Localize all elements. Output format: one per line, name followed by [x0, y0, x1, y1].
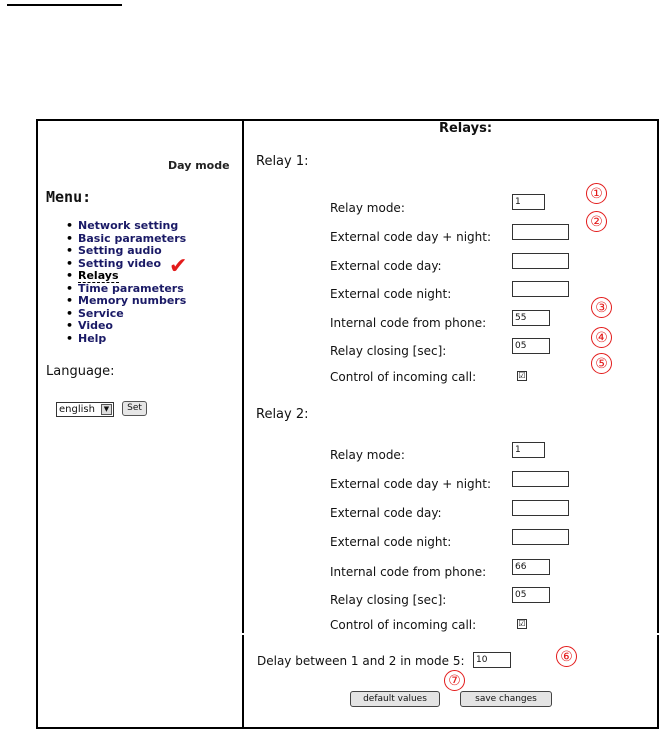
set-language-button[interactable]: Set: [122, 401, 147, 416]
delay-label: Delay between 1 and 2 in mode 5:: [257, 654, 465, 668]
relay1-closing-input[interactable]: 05: [512, 338, 550, 354]
language-value: english: [59, 404, 95, 415]
callout-6-icon: ⑥: [556, 646, 577, 667]
relay2-ext-night-label: External code night:: [330, 535, 452, 549]
menu-item-label: Video: [78, 319, 113, 332]
day-mode-indicator: Day mode: [168, 159, 230, 172]
top-rule: [7, 4, 122, 6]
relay1-mode-input[interactable]: 1: [512, 194, 545, 210]
menu-item-label: Setting video: [78, 256, 162, 270]
menu-item-label: Basic parameters: [78, 231, 187, 245]
menu-item-label: Setting audio: [78, 244, 162, 257]
page-title: Relays:: [438, 121, 493, 136]
menu-item-label: Time parameters: [78, 281, 184, 295]
relay1-ext-night-label: External code night:: [330, 287, 452, 301]
menu-item-label: Relays: [78, 269, 119, 282]
menu-item-label: Service: [78, 306, 124, 320]
relay1-closing-label: Relay closing [sec]:: [330, 344, 447, 358]
menu-item-label: Help: [78, 331, 107, 345]
relay1-internal-label: Internal code from phone:: [330, 316, 487, 330]
relay2-ext-day-label: External code day:: [330, 506, 442, 520]
sidebar: [38, 121, 242, 727]
relay1-ext-night-input[interactable]: [512, 281, 569, 297]
delay-input[interactable]: 10: [473, 652, 511, 668]
language-select[interactable]: [56, 402, 114, 417]
relay2-control-label: Control of incoming call:: [330, 618, 477, 632]
relay2-ext-night-input[interactable]: [512, 529, 569, 545]
relay2-ext-day-input[interactable]: [512, 500, 569, 516]
checkmark-icon: ✔: [169, 254, 188, 279]
menu-title: Menu:: [46, 188, 92, 206]
save-changes-button[interactable]: save changes: [460, 691, 552, 707]
menu-list: [66, 220, 186, 345]
relay2-closing-input[interactable]: 05: [512, 587, 550, 603]
callout-3-icon: ③: [591, 297, 612, 318]
relay2-internal-input[interactable]: 66: [512, 559, 550, 575]
relay1-ext-day-input[interactable]: [512, 253, 569, 269]
relay1-mode-label: Relay mode:: [330, 201, 405, 215]
relay2-closing-label: Relay closing [sec]:: [330, 593, 447, 607]
relay2-internal-label: Internal code from phone:: [330, 565, 487, 579]
relay2-mode-input[interactable]: 1: [512, 442, 545, 458]
callout-7-icon: ⑦: [444, 670, 465, 691]
relay2-title: Relay 2:: [256, 407, 309, 422]
callout-5-icon: ⑤: [591, 353, 612, 374]
relay1-control-label: Control of incoming call:: [330, 370, 477, 384]
relay1-ext-day-night-input[interactable]: [512, 224, 569, 240]
relay1-ext-day-night-label: External code day + night:: [330, 230, 492, 244]
relay1-ext-day-label: External code day:: [330, 259, 442, 273]
menu-item-label: Network setting: [78, 219, 179, 232]
callout-4-icon: ④: [591, 327, 612, 348]
chevron-down-icon[interactable]: ▼: [101, 404, 112, 415]
relay1-internal-input[interactable]: 55: [512, 310, 550, 326]
config-window: [36, 119, 659, 729]
relay2-ext-day-night-label: External code day + night:: [330, 477, 492, 491]
relay2-control-checkbox[interactable]: ☑: [518, 619, 526, 628]
menu-item-label: Memory numbers: [78, 294, 187, 307]
menu-item-help[interactable]: [66, 333, 186, 346]
default-values-button[interactable]: default values: [350, 691, 440, 707]
relay2-mode-label: Relay mode:: [330, 448, 405, 462]
callout-1-icon: ①: [586, 183, 607, 204]
relay2-ext-day-night-input[interactable]: [512, 471, 569, 487]
callout-2-icon: ②: [586, 211, 607, 232]
language-label: Language:: [46, 364, 115, 379]
relay1-title: Relay 1:: [256, 154, 309, 169]
relay1-control-checkbox[interactable]: ☑: [518, 371, 526, 380]
